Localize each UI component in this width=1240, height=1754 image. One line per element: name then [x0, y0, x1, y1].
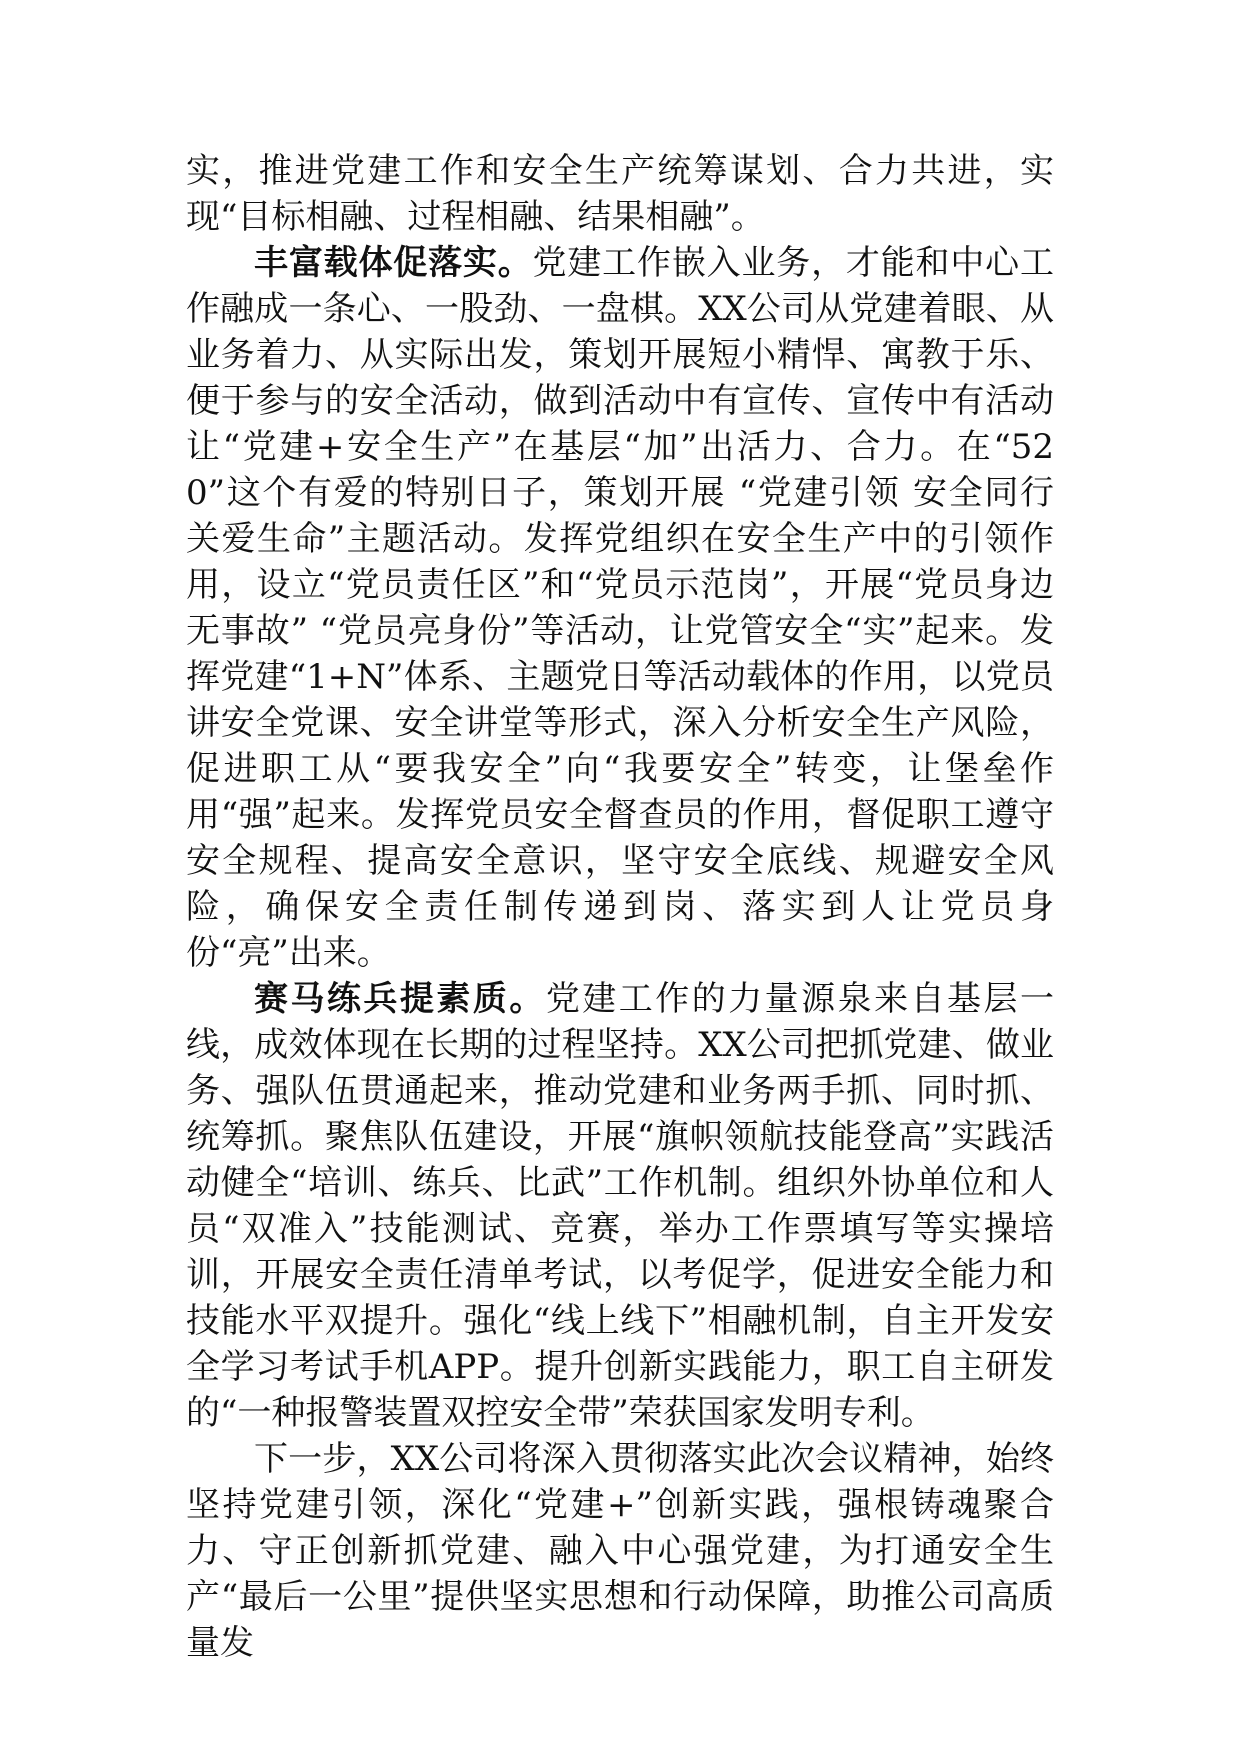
- paragraph-3-text: 党建工作的力量源泉来自基层一线，成效体现在长期的过程坚持。XX公司把抓党建、做业务、强队伍贯通起来，推动党建和业务两手抓、同时抓、统筹抓。聚焦队伍建设，开展“旗帜领航技能登高”实践活动健全“培训、练兵、比武”工作机制。组织外协单位和人员“双准入”技能测试、竞赛，举办工作票填写等实操培训，开展安全责任清单考试，以考促学，促进安全能力和技能水平双提升。强化“线上线下”相融机制，自主开发安全学习考试手机APP。提升创新实践能力，职工自主研发的“一种报警装置双控安全带”荣获国家发明专利。: [186, 979, 1055, 1433]
- paragraph-3-lead: 赛马练兵提素质。: [254, 979, 546, 1019]
- paragraph-4: 下一步，XX公司将深入贯彻落实此次会议精神，始终坚持党建引领，深化“党建+”创新实践，强根铸魂聚合力、守正创新抓党建、融入中心强党建，为打通安全生产“最后一公里”提供坚实思想和行动保障，助推公司高质量发: [186, 1439, 1054, 1663]
- document-page: [186, 148, 1054, 1666]
- paragraph-2: [186, 240, 1054, 976]
- paragraph-1: 实，推进党建工作和安全生产统筹谋划、合力共进，实现“目标相融、过程相融、结果相融”。: [186, 151, 1054, 237]
- paragraph-2-lead: 丰富载体促落实。: [254, 243, 533, 283]
- paragraph-2-text: 党建工作嵌入业务，才能和中心工作融成一条心、一股劲、一盘棋。XX公司从党建着眼、从业务着力、从实际出发，策划开展短小精悍、寓教于乐、便于参与的安全活动，做到活动中有宣传、宣传中有活动让“党建+安全生产”在基层“加”出活力、合力。在“520”这个有爱的特别日子，策划开展 “党建引领 安全同行 关爱生命”主题活动。发挥党组织在安全生产中的引领作用，设立“党员责任区”和“党员示范岗”，开展“党员身边无事故” “党员亮身份”等活动，让党管安全“实”起来。发挥党建“1+N”体系、主题党日等活动载体的作用，以党员讲安全党课、安全讲堂等形式，深入分析安全生产风险，促进职工从“要我安全”向“我要安全”转变，让堡垒作用“强”起来。发挥党员安全督查员的作用，督促职工遵守安全规程、提高安全意识，坚守安全底线、规避安全风险，确保安全责任制传递到岗、落实到人让党员身份“亮”出来。: [186, 243, 1055, 973]
- paragraph-3: [186, 976, 1054, 1436]
